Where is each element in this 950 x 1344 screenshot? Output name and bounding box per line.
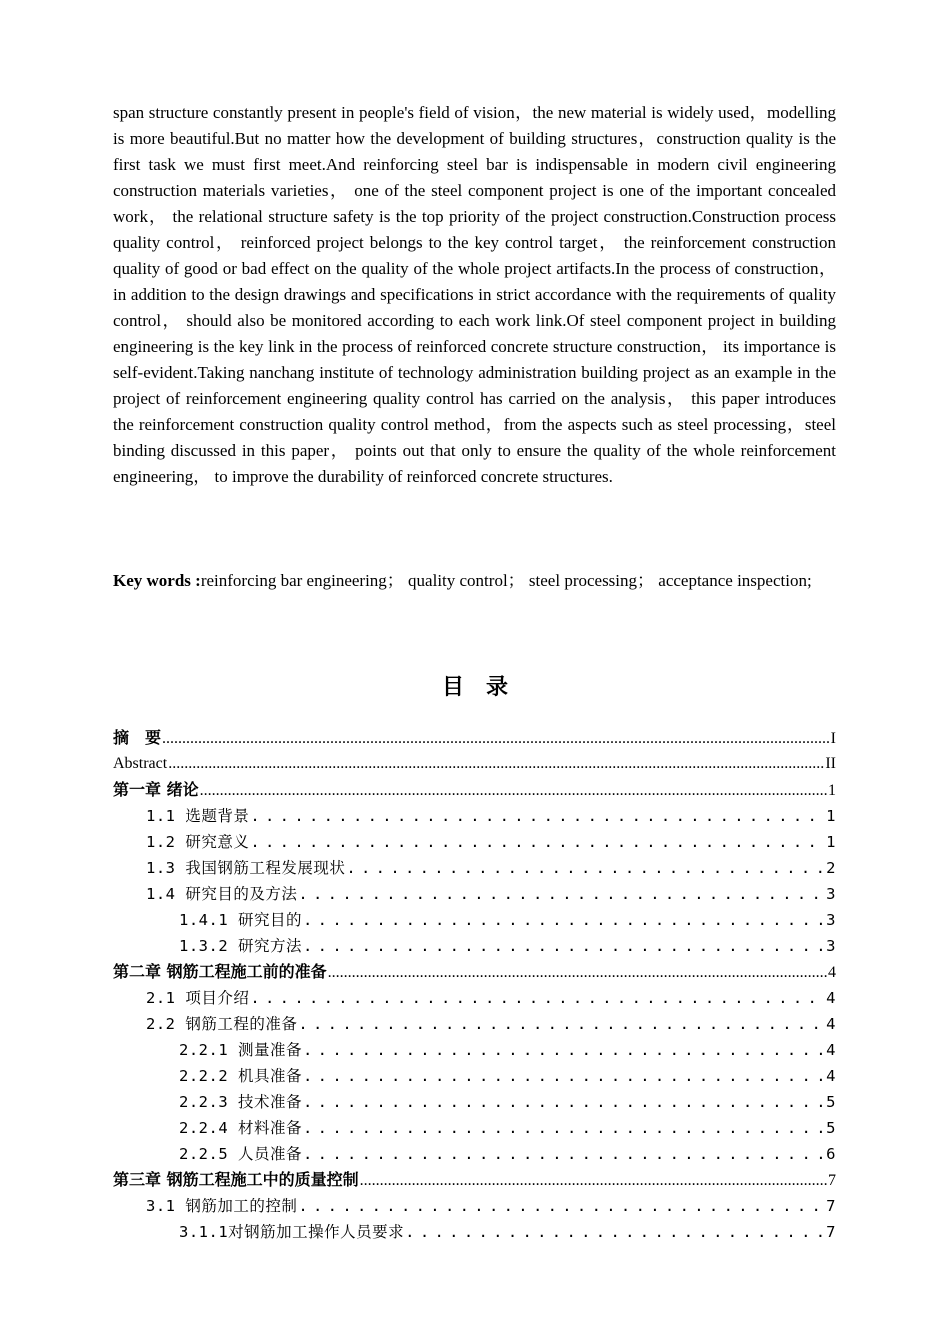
toc-entry-section[interactable] bbox=[113, 881, 836, 907]
toc-entry-subsection[interactable] bbox=[113, 1037, 836, 1063]
toc-entry-label: 1.2 研究意义 bbox=[146, 833, 250, 851]
toc-entry-page: 4 bbox=[826, 1041, 836, 1059]
toc-entry-page: 4 bbox=[826, 1015, 836, 1033]
toc-entry-label: 2.2 钢筋工程的准备 bbox=[146, 1015, 298, 1033]
toc-entry-label: 2.2.5 人员准备 bbox=[179, 1145, 302, 1163]
toc-entry-label: 1.1 选题背景 bbox=[146, 807, 250, 825]
toc-leader bbox=[298, 881, 825, 907]
toc-entry-label: 1.3 我国钢筋工程发展现状 bbox=[146, 859, 346, 877]
toc-entry-section[interactable] bbox=[113, 1193, 836, 1219]
toc-entry-label: 1.3.2 研究方法 bbox=[179, 937, 302, 955]
keywords-paragraph bbox=[113, 568, 836, 594]
toc-entry-subsection[interactable] bbox=[113, 1115, 836, 1141]
toc-leader bbox=[298, 1193, 825, 1219]
toc-leader bbox=[303, 1063, 825, 1089]
toc-entry-label: 1.4.1 研究目的 bbox=[179, 911, 302, 929]
keywords-text: reinforcing bar engineering； quality control； steel processing； acceptance inspection; bbox=[200, 571, 812, 590]
toc-entry-label: 3.1.1对钢筋加工操作人员要求 bbox=[179, 1223, 405, 1241]
toc-entry-page: 2 bbox=[826, 859, 836, 877]
toc-leader bbox=[250, 985, 825, 1011]
toc-entry-page: 7 bbox=[828, 1172, 836, 1189]
toc-entry-chapter-1[interactable] bbox=[113, 777, 836, 803]
toc-entry-label: 摘 要 bbox=[113, 728, 162, 747]
toc-entry-chapter-3[interactable] bbox=[113, 1167, 836, 1193]
toc-entry-section[interactable] bbox=[113, 985, 836, 1011]
toc-entry-section[interactable] bbox=[113, 855, 836, 881]
toc-entry-section[interactable] bbox=[113, 803, 836, 829]
toc-entry-page: 7 bbox=[826, 1197, 836, 1215]
toc-entry-subsection[interactable] bbox=[113, 907, 836, 933]
toc-entry-label: 1.4 研究目的及方法 bbox=[146, 885, 298, 903]
toc-leader bbox=[303, 1037, 825, 1063]
toc-entry-label: 2.2.1 测量准备 bbox=[179, 1041, 302, 1059]
toc-entry-subsection[interactable] bbox=[113, 1141, 836, 1167]
toc-entry-page: 4 bbox=[826, 1067, 836, 1085]
toc-entry-page: 3 bbox=[826, 937, 836, 955]
toc-leader bbox=[250, 803, 825, 829]
toc-entry-page: 1 bbox=[826, 807, 836, 825]
toc-leader bbox=[162, 726, 830, 751]
toc-entry-label: 2.2.3 技术准备 bbox=[179, 1093, 302, 1111]
toc-leader bbox=[303, 907, 825, 933]
toc-entry-page: 7 bbox=[826, 1223, 836, 1241]
toc-entry-section[interactable] bbox=[113, 829, 836, 855]
toc-entry-label: 2.2.2 机具准备 bbox=[179, 1067, 302, 1085]
toc-entry-page: 3 bbox=[826, 885, 836, 903]
toc-entry-subsection[interactable] bbox=[113, 933, 836, 959]
toc-leader bbox=[168, 751, 824, 777]
toc-entry-page: 6 bbox=[826, 1145, 836, 1163]
toc-entry-label: 第三章 钢筋工程施工中的质量控制 bbox=[113, 1170, 359, 1189]
toc-entry-page: 4 bbox=[828, 964, 836, 981]
toc-leader bbox=[303, 1141, 825, 1167]
keywords-label: Key words : bbox=[113, 571, 201, 590]
toc-entry-label: 第一章 绪论 bbox=[113, 780, 199, 799]
toc-entry-label: 3.1 钢筋加工的控制 bbox=[146, 1197, 298, 1215]
toc-entry-page: 1 bbox=[826, 833, 836, 851]
toc-title: 目录 bbox=[441, 675, 530, 700]
toc-entry-page: II bbox=[825, 755, 836, 772]
toc-leader bbox=[328, 960, 827, 985]
toc-entry-section[interactable] bbox=[113, 1011, 836, 1037]
toc-entry-subsection[interactable] bbox=[113, 1063, 836, 1089]
toc-entry-label: Abstract bbox=[113, 755, 168, 772]
toc-entry-page: 5 bbox=[826, 1093, 836, 1111]
toc-leader bbox=[405, 1219, 825, 1245]
toc-leader bbox=[303, 1115, 825, 1141]
table-of-contents bbox=[113, 725, 836, 1245]
toc-leader bbox=[250, 829, 825, 855]
toc-leader bbox=[200, 778, 827, 803]
toc-entry-label: 2.1 项目介绍 bbox=[146, 989, 250, 1007]
toc-entry-abstract-cn[interactable] bbox=[113, 725, 836, 751]
toc-entry-page: 3 bbox=[826, 911, 836, 929]
toc-leader bbox=[303, 1089, 825, 1115]
abstract-paragraph: span structure constantly present in people's field of vision，the new material is widely used，modelling is more beautiful.But no matter how the development of building structures，construction quality is the first task we must first meet.And reinforcing steel bar is indispensable in modern civil engineering construction materials varieties， one of the steel component project is one of the important concealed work， the relational structure safety is the top priority of the project construction.Construction process quality control， reinforced project belongs to the key control target， the reinforcement construction quality of good or bad effect on the quality of the whole project artifacts.In the process of construction， in addition to the design drawings and specifications in strict accordance with the requirements of quality control， should also be monitored according to each work link.Of steel component project in building engineering is the key link in the process of reinforced concrete structure construction， its importance is self-evident.Taking nanchang institute of technology administration building project as an example in the project of reinforcement engineering quality control has carried on the analysis， this paper introduces the reinforcement construction quality control method，from the aspects such as steel processing，steel binding discussed in this paper， points out that only to ensure the quality of the whole reinforcement engineering， to improve the durability of reinforced concrete structures. bbox=[113, 103, 836, 486]
abstract-body bbox=[113, 100, 836, 490]
toc-leader bbox=[346, 855, 825, 881]
toc-entry-page: I bbox=[830, 730, 836, 747]
toc-entry-chapter-2[interactable] bbox=[113, 959, 836, 985]
toc-entry-abstract-en[interactable] bbox=[113, 751, 836, 777]
toc-entry-subsection[interactable] bbox=[113, 1219, 836, 1245]
toc-entry-page: 5 bbox=[826, 1119, 836, 1137]
toc-entry-subsection[interactable] bbox=[113, 1089, 836, 1115]
toc-leader bbox=[298, 1011, 825, 1037]
toc-entry-label: 第二章 钢筋工程施工前的准备 bbox=[113, 962, 327, 981]
toc-entry-page: 4 bbox=[826, 989, 836, 1007]
toc-leader bbox=[360, 1168, 827, 1193]
toc-leader bbox=[303, 933, 825, 959]
toc-entry-label: 2.2.4 材料准备 bbox=[179, 1119, 302, 1137]
toc-entry-page: 1 bbox=[828, 782, 836, 799]
